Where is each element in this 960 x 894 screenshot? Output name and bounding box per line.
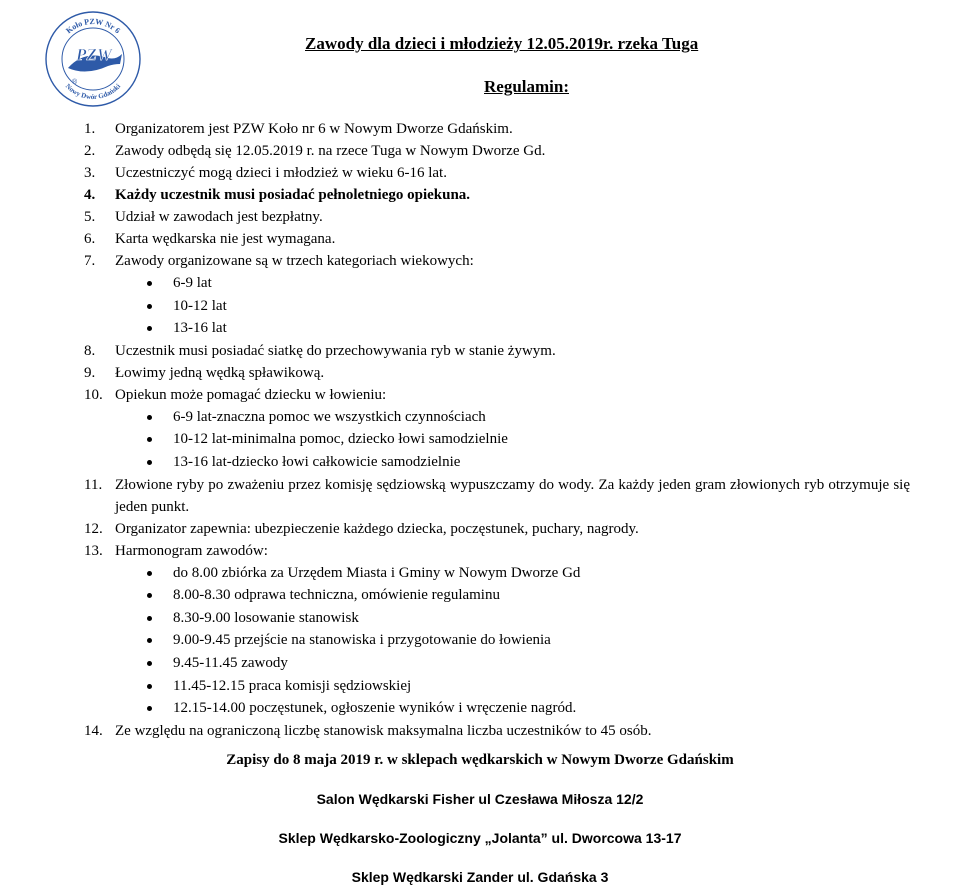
- signup-info: Zapisy do 8 maja 2019 r. w sklepach wędkarskich w Nowym Dworze Gdańskim: [226, 752, 734, 768]
- sub-list-text: 6-9 lat-znaczna pomoc we wszystkich czynnościach: [173, 408, 486, 425]
- sub-list-text: 12.15-14.00 poczęstunek, ogłoszenie wyników i wręczenie nagród.: [173, 700, 577, 717]
- rule-number: 1.: [84, 121, 96, 137]
- rule-text: Zawody odbędą się 12.05.2019 r. na rzece Tuga w Nowym Dworze Gd.: [115, 143, 546, 159]
- rule-item: [84, 518, 910, 540]
- rule-text: Udział w zawodach jest bezpłatny.: [115, 209, 323, 225]
- rule-item: [84, 474, 910, 518]
- rule-number: 10.: [84, 386, 103, 403]
- rule-item: [84, 250, 910, 272]
- bullet-icon: [84, 652, 142, 675]
- rule-text: Złowione ryby po zważeniu przez komisję sędziowską wypuszczamy do wody. Za każdy jeden gram złowionych ryb otrzymuje się jeden punkt.: [115, 476, 910, 515]
- rule-number: 14.: [84, 722, 103, 739]
- shop-fisher: Salon Wędkarski Fisher ul Czesława Miłosza 12/2: [316, 791, 644, 807]
- bullet-icon: [84, 607, 142, 630]
- bullet-icon: [84, 562, 142, 585]
- document-title: Zawody dla dzieci i młodzieży 12.05.2019r. rzeka Tuga: [305, 34, 699, 53]
- sub-list: [84, 272, 910, 340]
- sub-list-text: 8.00-8.30 odprawa techniczna, omówienie regulaminu: [173, 587, 500, 604]
- sub-list-item: [84, 562, 910, 585]
- rule-number: 8.: [84, 342, 96, 359]
- sub-list-text: 11.45-12.15 praca komisji sędziowskiej: [173, 677, 412, 694]
- registered-icon: ®: [72, 79, 78, 86]
- sub-list-text: 6-9 lat: [173, 275, 212, 291]
- rule-text: Łowimy jedną wędką spławikową.: [115, 364, 325, 381]
- logo-top-text: Koło PZW Nr 6: [64, 16, 122, 36]
- bullet-icon: [84, 406, 142, 429]
- rule-text: Ze względu na ograniczoną liczbę stanowisk maksymalna liczba uczestników to 45 osób.: [115, 722, 652, 739]
- rule-number: 5.: [84, 209, 96, 225]
- shop-jolanta: Sklep Wędkarsko-Zoologiczny „Jolanta” ul. Dworcowa 13-17: [278, 830, 682, 846]
- rule-text: Karta wędkarska nie jest wymagana.: [115, 231, 336, 247]
- sub-list-item: [84, 451, 910, 474]
- document-subtitle: Regulamin:: [484, 77, 569, 96]
- sub-list-item: [84, 428, 910, 451]
- sub-list-text: 10-12 lat: [173, 297, 227, 314]
- rule-item: [84, 340, 910, 362]
- sub-list-item: [84, 295, 910, 318]
- rule-text: Organizatorem jest PZW Koło nr 6 w Nowym Dworze Gdańskim.: [115, 121, 513, 137]
- rule-item: [84, 384, 910, 406]
- sub-list-item: [84, 272, 910, 295]
- sub-list-text: 8.30-9.00 losowanie stanowisk: [173, 609, 359, 626]
- sub-list-text: 9.00-9.45 przejście na stanowiska i przygotowanie do łowienia: [173, 632, 551, 649]
- rule-item: [84, 720, 910, 742]
- bullet-icon: [84, 584, 142, 607]
- bullet-icon: [84, 428, 142, 451]
- rule-text: Harmonogram zawodów:: [115, 542, 268, 559]
- sub-list-item: [84, 675, 910, 698]
- sub-list-text: do 8.00 zbiórka za Urzędem Miasta i Gminy w Nowym Dworze Gd: [173, 564, 581, 581]
- rule-number: 12.: [84, 520, 103, 537]
- rule-number: 2.: [84, 143, 96, 159]
- bullet-icon: [84, 697, 142, 720]
- rule-item: [84, 228, 910, 250]
- logo-center-text: PZW: [76, 45, 112, 64]
- logo-bottom-text: Nowy Dwór Gdański: [63, 82, 123, 102]
- rule-number: 13.: [84, 542, 103, 559]
- rule-number: 11.: [84, 476, 103, 493]
- rule-number: 9.: [84, 364, 96, 381]
- bullet-icon: [84, 629, 142, 652]
- rule-text: Opiekun może pomagać dziecku w łowieniu:: [115, 386, 387, 403]
- sub-list-item: [84, 629, 910, 652]
- rules-list: [84, 118, 910, 742]
- rule-text: Uczestnik musi posiadać siatkę do przechowywania ryb w stanie żywym.: [115, 342, 556, 359]
- rule-item: [84, 362, 910, 384]
- rule-text: Uczestniczyć mogą dzieci i młodzież w wieku 6-16 lat.: [115, 165, 447, 181]
- rule-number: 6.: [84, 231, 96, 247]
- sub-list: [84, 406, 910, 474]
- shop-zander: Sklep Wędkarski Zander ul. Gdańska 3: [351, 869, 609, 885]
- rule-item: [84, 140, 910, 162]
- pzw-logo: [44, 10, 142, 108]
- rule-text: Każdy uczestnik musi posiadać pełnoletniego opiekuna.: [115, 187, 471, 203]
- rule-item: [84, 540, 910, 562]
- sub-list-text: 13-16 lat-dziecko łowi całkowicie samodzielnie: [173, 453, 461, 470]
- sub-list-item: [84, 607, 910, 630]
- bullet-icon: [84, 675, 142, 698]
- sub-list-item: [84, 697, 910, 720]
- sub-list-item: [84, 584, 910, 607]
- rule-text: Organizator zapewnia: ubezpieczenie każdego dziecka, poczęstunek, puchary, nagrody.: [115, 520, 639, 537]
- rule-item: [84, 184, 910, 206]
- sub-list-item: [84, 406, 910, 429]
- rule-number: 4.: [84, 187, 96, 203]
- sub-list-item: [84, 317, 910, 340]
- rule-number: 7.: [84, 253, 96, 269]
- rule-item: [84, 162, 910, 184]
- bullet-icon: [84, 272, 142, 295]
- sub-list-text: 13-16 lat: [173, 320, 227, 337]
- bullet-icon: [84, 317, 142, 340]
- rule-text: Zawody organizowane są w trzech kategoriach wiekowych:: [115, 253, 474, 269]
- bullet-icon: [84, 451, 142, 474]
- sub-list-item: [84, 652, 910, 675]
- sub-list-text: 10-12 lat-minimalna pomoc, dziecko łowi samodzielnie: [173, 431, 508, 448]
- sub-list-text: 9.45-11.45 zawody: [173, 654, 288, 671]
- sub-list: [84, 562, 910, 720]
- rule-item: [84, 206, 910, 228]
- rule-item: [84, 118, 910, 140]
- bullet-icon: [84, 295, 142, 318]
- rule-number: 3.: [84, 165, 96, 181]
